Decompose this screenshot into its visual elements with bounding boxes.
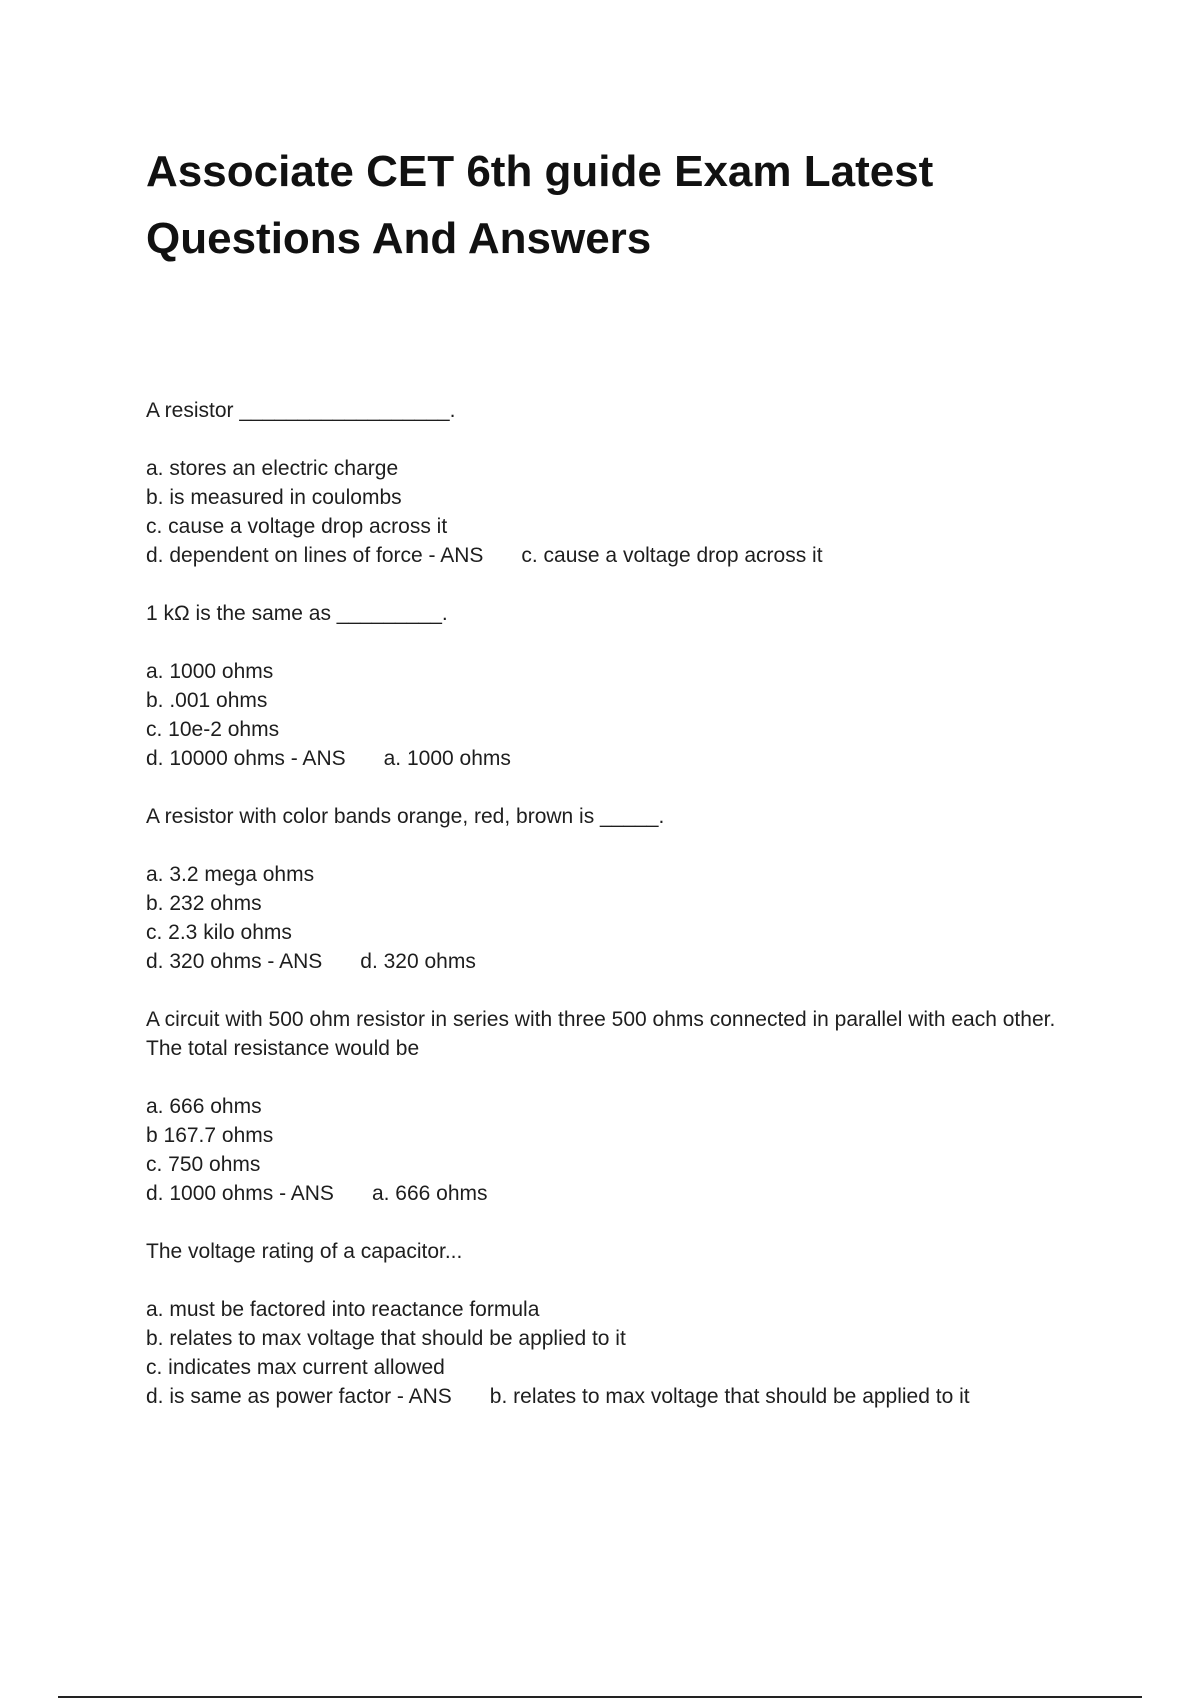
option-b: b. .001 ohms <box>146 689 268 712</box>
option-a: a. 666 ohms <box>146 1095 262 1118</box>
document-title: Associate CET 6th guide Exam Latest Questions And Answers <box>146 147 934 263</box>
question-text: A resistor with color bands orange, red, brown is _____. <box>146 805 665 828</box>
answer-text: a. 666 ohms <box>371 1182 488 1205</box>
question-3 <box>146 802 1086 976</box>
option-b: b. is measured in coulombs <box>146 486 402 509</box>
option-b: b 167.7 ohms <box>146 1124 274 1147</box>
question-5 <box>146 1237 1086 1411</box>
option-d: d. 320 ohms - ANS <box>146 950 323 973</box>
option-a: a. stores an electric charge <box>146 457 399 480</box>
option-c: c. 750 ohms <box>146 1153 261 1176</box>
question-text: A resistor __________________. <box>146 399 456 422</box>
option-d: d. 1000 ohms - ANS <box>146 1182 334 1205</box>
answer-text: d. 320 ohms <box>360 950 476 973</box>
option-a: a. 1000 ohms <box>146 660 274 683</box>
option-d: d. dependent on lines of force - ANS <box>146 544 484 567</box>
question-text: 1 kΩ is the same as _________. <box>146 602 448 625</box>
option-c: c. 10e-2 ohms <box>146 718 280 741</box>
option-d: d. 10000 ohms - ANS <box>146 747 346 770</box>
answer-text: b. relates to max voltage that should be applied to it <box>489 1385 970 1408</box>
option-d-line <box>146 1382 1086 1411</box>
page-bottom-rule <box>58 1696 1142 1698</box>
option-d-line <box>146 541 1086 570</box>
question-text: A circuit with 500 ohm resistor in series with three 500 ohms connected in parallel with each other. The total resistance would be <box>146 1008 1061 1060</box>
option-d-line <box>146 744 1086 773</box>
answer-text: a. 1000 ohms <box>383 747 511 770</box>
option-a: a. 3.2 mega ohms <box>146 863 315 886</box>
option-c: c. indicates max current allowed <box>146 1356 445 1379</box>
option-c: c. 2.3 kilo ohms <box>146 921 292 944</box>
option-b: b. relates to max voltage that should be applied to it <box>146 1327 626 1350</box>
option-a: a. must be factored into reactance formula <box>146 1298 540 1321</box>
option-b: b. 232 ohms <box>146 892 262 915</box>
option-c: c. cause a voltage drop across it <box>146 515 448 538</box>
question-text: The voltage rating of a capacitor... <box>146 1240 463 1263</box>
option-d-line <box>146 1179 1086 1208</box>
question-1 <box>146 396 1086 570</box>
option-d: d. is same as power factor - ANS <box>146 1385 452 1408</box>
answer-text: c. cause a voltage drop across it <box>521 544 823 567</box>
option-d-line <box>146 947 1086 976</box>
question-2 <box>146 599 1086 773</box>
question-4 <box>146 1005 1086 1208</box>
question-list <box>146 396 1086 1440</box>
